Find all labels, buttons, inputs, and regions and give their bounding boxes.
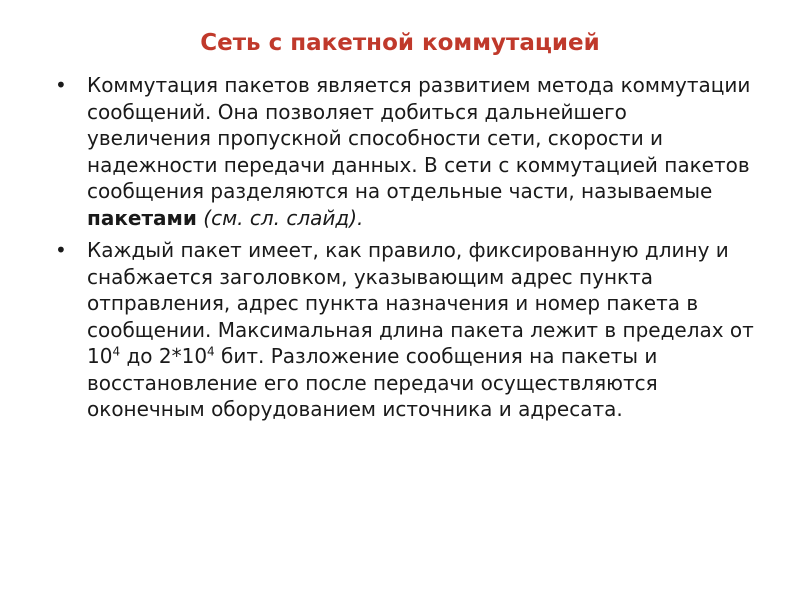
bullet-text: до 2*10 [120,344,208,368]
bold-term: пакетами [87,205,197,230]
bullet-marker: • [55,238,67,262]
bullet-text: Каждый пакет имеет, как правило, фиксированную длину и снабжается заголовком, указывающим адрес пункта отправления, адрес пункта назначения и номер пакета в сообщении. Максимальная длина пакета лежит в пределах от 10 [87,238,754,368]
bullet-item [55,237,755,423]
superscript: 4 [112,344,121,359]
slide-reference: (см. сл. слайд). [203,205,364,230]
bullet-marker: • [55,73,67,97]
bullet-list [55,72,755,429]
superscript: 4 [207,344,215,359]
bullet-text: Коммутация пакетов является развитием метода коммутации сообщений. Она позволяет добиться дальнейшего увеличения пропускной способности сети, скорости и надежности передачи данных. В сети с коммутацией пакетов сообщения разделяются на отдельные части, называемые [87,73,751,203]
bullet-item [55,72,755,231]
bullet-text: бит. Разложение сообщения на пакеты и восстановление его после передачи осуществляются оконечным оборудованием источника и адресата. [87,344,658,421]
slide-title: Сеть с пакетной коммутацией [200,30,600,56]
